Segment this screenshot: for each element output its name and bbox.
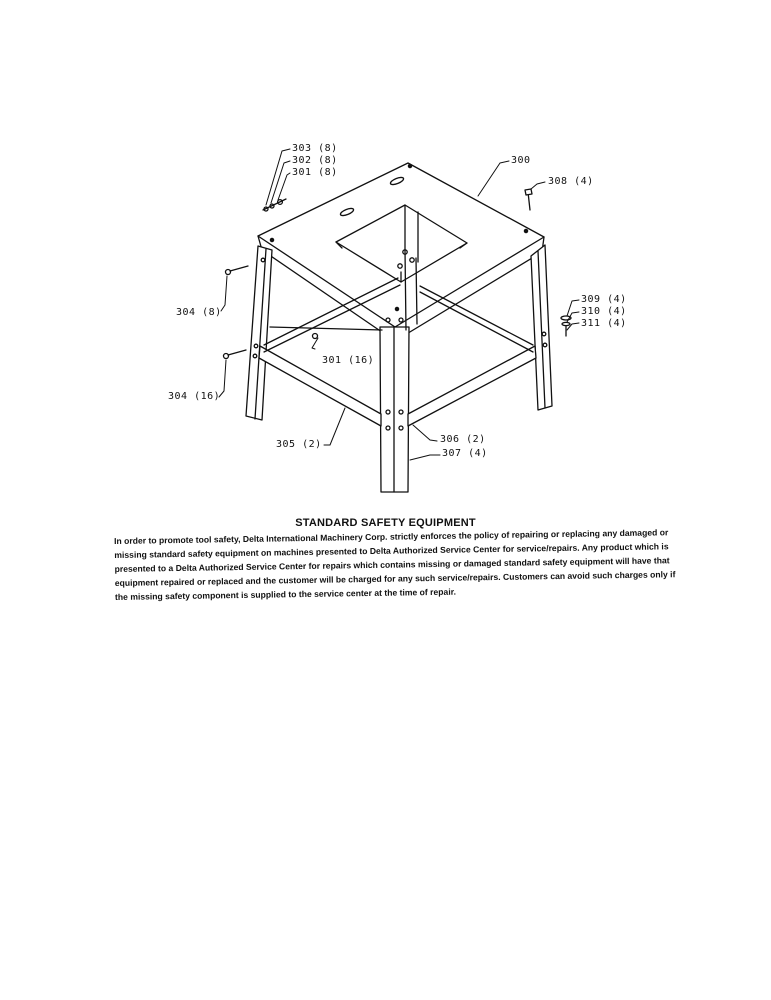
leg-right [531, 245, 552, 410]
callout-302: 302 (8) [292, 155, 338, 166]
callout-308: 308 (4) [548, 176, 594, 187]
callout-310: 310 (4) [581, 306, 627, 317]
callout-307: 307 (4) [442, 448, 488, 459]
callout-303: 303 (8) [292, 143, 338, 154]
callout-311: 311 (4) [581, 318, 627, 329]
callout-301-lower: 301 (16) [322, 355, 375, 366]
leg-front [380, 318, 409, 492]
callout-301-top: 301 (8) [292, 167, 338, 178]
leg-left [246, 246, 272, 420]
callout-304-lower: 304 (16) [168, 391, 221, 402]
callout-304-upper: 304 (8) [176, 307, 222, 318]
callout-305: 305 (2) [276, 439, 322, 450]
table-top [258, 163, 544, 341]
safety-notice-title: STANDARD SAFETY EQUIPMENT [295, 517, 476, 529]
callout-306: 306 (2) [440, 434, 486, 445]
callout-300: 300 [511, 155, 531, 166]
safety-notice-body: In order to promote tool safety, Delta International Machinery Corp. strictly enforces the policy of repairing or replacing any damaged or missing standard safety equipment on machines presented to Delta Authorized Service Center for service/repairs. Any product which is presented to a Delta Authorized Service Center for repairs which contains missing or damaged standard safety equipment will have that equipment repaired or replaced and the customer will be charged for any such service/repairs. Customers can avoid such charges only if the missing safety component is supplied to the service center at the time of repair. [114, 527, 676, 602]
callout-309: 309 (4) [581, 294, 627, 305]
